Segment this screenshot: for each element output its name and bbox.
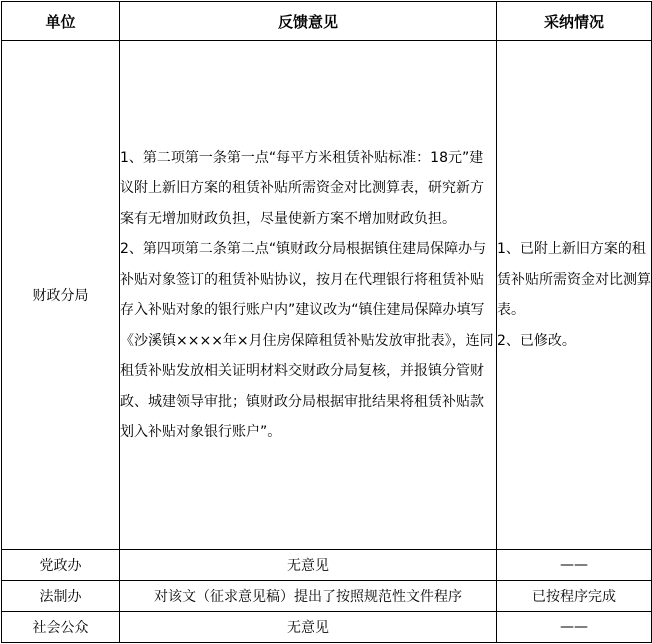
- table-row: [2, 612, 652, 643]
- unit-cell: 党政办: [2, 550, 120, 581]
- table-row: [2, 41, 652, 550]
- adoption-cell: 已按程序完成: [497, 581, 652, 612]
- adoption-cell: ——: [497, 612, 652, 643]
- table-row: [2, 550, 652, 581]
- feedback-cell: 对该文（征求意见稿）提出了按照规范性文件程序: [120, 581, 497, 612]
- feedback-table: [1, 1, 652, 643]
- feedback-cell: 无意见: [120, 550, 497, 581]
- adoption-cell: ——: [497, 550, 652, 581]
- feedback-paragraph: 2、第四项第二条第二点“镇财政分局根据镇住建局保障办与补贴对象签订的租赁补贴协议，按月在代理银行将租赁补贴存入补贴对象的银行账户内”建议改为“镇住建局保障办填写《沙溪镇××××年×月住房保障租赁补贴发放审批表》，连同租赁补贴发放相关证明材料交财政分局复核，并报镇分管财政、城建领导审批；镇财政分局根据审批结果将租赁补贴款划入补贴对象银行账户”。: [120, 241, 494, 440]
- header-feedback: 反馈意见: [120, 2, 497, 41]
- feedback-cell: [120, 41, 497, 550]
- unit-cell: 社会公众: [2, 612, 120, 643]
- table-row: [2, 581, 652, 612]
- adoption-paragraph: 2、已修改。: [497, 332, 576, 349]
- header-row: [2, 2, 652, 41]
- header-adoption: 采纳情况: [497, 2, 652, 41]
- feedback-cell: 无意见: [120, 612, 497, 643]
- header-unit: 单位: [2, 2, 120, 41]
- unit-cell: 法制办: [2, 581, 120, 612]
- unit-cell: 财政分局: [2, 41, 120, 550]
- feedback-paragraph: 1、第二项第一条第一点“每平方米租赁补贴标准：18元”建议附上新旧方案的租赁补贴所需资金对比测算表，研究新方案有无增加财政负担，尽量使新方案不增加财政负担。: [120, 149, 484, 227]
- adoption-paragraph: 1、已附上新旧方案的租赁补贴所需资金对比测算表。: [497, 241, 651, 318]
- adoption-cell: [497, 41, 652, 550]
